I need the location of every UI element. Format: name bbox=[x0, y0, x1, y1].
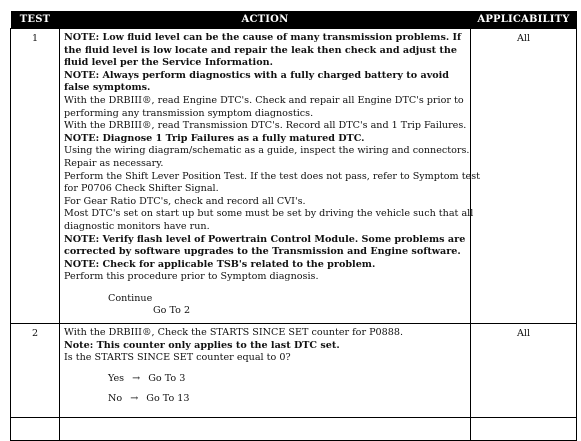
test-number: 2 bbox=[11, 324, 60, 418]
action-line: diagnostic monitors have run. bbox=[64, 220, 210, 232]
note-line: fluid level per the Service Information. bbox=[64, 57, 273, 69]
header-test: TEST bbox=[11, 11, 60, 29]
action-line: for P0706 Check Shifter Signal. bbox=[64, 183, 219, 195]
answer-yes[interactable] bbox=[108, 373, 467, 386]
question-line: Is the STARTS SINCE SET counter equal to 0? bbox=[64, 352, 291, 364]
note-line: corrected by software upgrades to the Transmission and Engine software. bbox=[64, 246, 461, 258]
arrow-right-icon: → bbox=[132, 372, 141, 384]
continue-label: Continue bbox=[108, 292, 153, 304]
action-line: With the DRBIII®, read Engine DTC's. Check and repair all Engine DTC's prior to bbox=[64, 94, 464, 106]
goto-step-3[interactable]: Go To 3 bbox=[148, 372, 186, 384]
note-line: false symptoms. bbox=[64, 82, 151, 94]
note-line: NOTE: Verify flash level of Powertrain Control Module. Some problems are bbox=[64, 233, 466, 245]
table-row bbox=[11, 324, 577, 418]
header-action: ACTION bbox=[60, 11, 471, 29]
note-line: NOTE: Low fluid level can be the cause of many transmission problems. If bbox=[64, 32, 462, 43]
arrow-right-icon: → bbox=[130, 393, 139, 405]
action-cell bbox=[60, 324, 471, 418]
table-row bbox=[11, 29, 577, 324]
action-lines bbox=[64, 32, 481, 284]
note-line: NOTE: Check for applicable TSB's related to the problem. bbox=[64, 258, 376, 270]
action-line: For Gear Ratio DTC's, check and record all CVI's. bbox=[64, 195, 306, 207]
action-line: Perform the Shift Lever Position Test. If the test does not pass, refer to Symptom test bbox=[64, 170, 481, 182]
goto-step-2[interactable]: Go To 2 bbox=[153, 305, 191, 317]
action-line: performing any transmission symptom diagnostics. bbox=[64, 107, 314, 119]
note-line: Note: This counter only applies to the last DTC set. bbox=[64, 339, 340, 351]
action-line: Most DTC's set on start up but some must be set by driving the vehicle such that all bbox=[64, 208, 474, 220]
note-line: NOTE: Always perform diagnostics with a fully charged battery to avoid bbox=[64, 69, 450, 81]
note-line: NOTE: Diagnose 1 Trip Failures as a fully matured DTC. bbox=[64, 132, 365, 144]
action-line: Perform this procedure prior to Symptom diagnosis. bbox=[64, 271, 319, 283]
note-line: the fluid level is low locate and repair the leak then check and adjust the bbox=[64, 44, 457, 56]
header-applicability: APPLICABILITY bbox=[471, 11, 577, 29]
action-line: With the DRBIII®, Check the STARTS SINCE SET counter for P0888. bbox=[64, 327, 404, 338]
action-line: Using the wiring diagram/schematic as a guide, inspect the wiring and connectors. bbox=[64, 145, 470, 157]
action-line: Repair as necessary. bbox=[64, 157, 164, 169]
action-cell bbox=[60, 29, 481, 324]
applicability-value: All bbox=[471, 324, 577, 418]
table-header-row bbox=[11, 11, 577, 29]
action-line: With the DRBIII®, read Transmission DTC's. Record all DTC's and 1 Trip Failures. bbox=[64, 120, 467, 132]
test-number: 1 bbox=[11, 29, 60, 324]
applicability-value: All bbox=[471, 29, 577, 324]
diagnostic-table bbox=[10, 11, 577, 441]
answer-no[interactable] bbox=[108, 393, 467, 406]
goto-step-13[interactable]: Go To 13 bbox=[146, 393, 190, 405]
answer-label: Yes bbox=[108, 372, 125, 384]
answer-label: No bbox=[108, 393, 123, 405]
